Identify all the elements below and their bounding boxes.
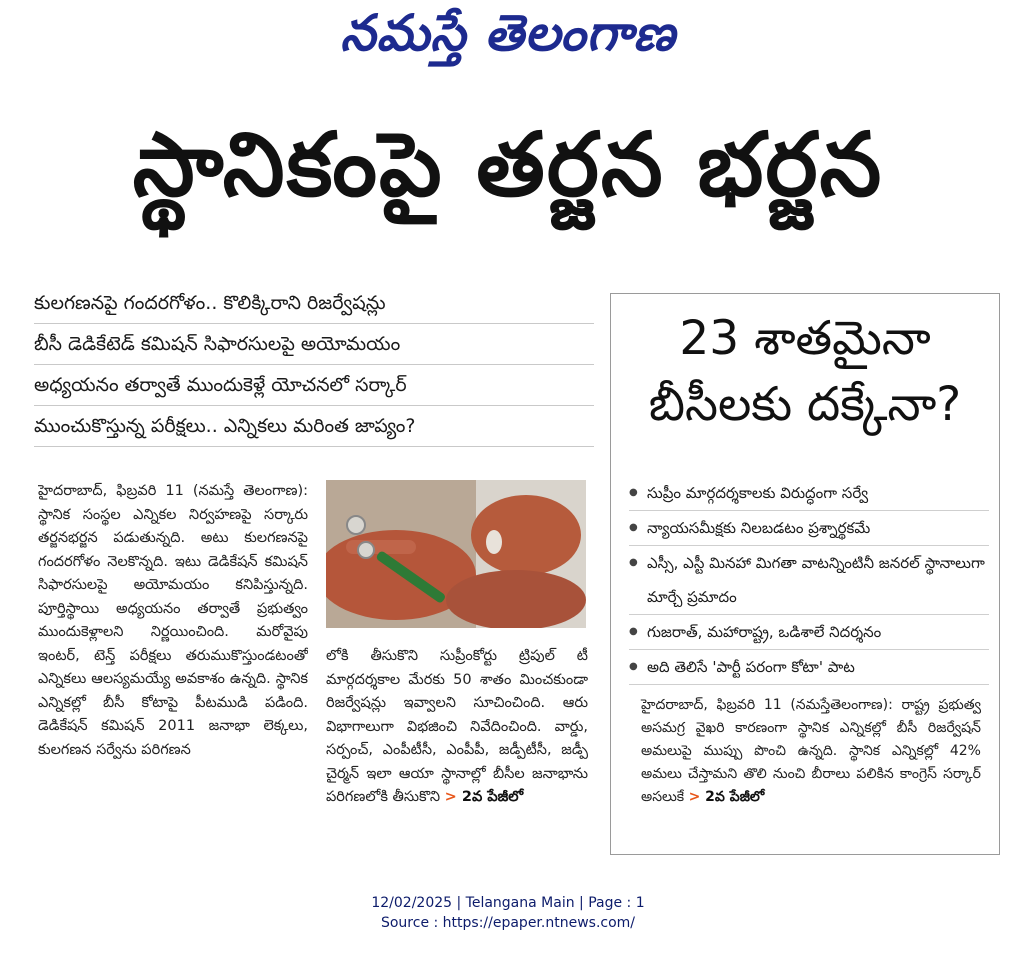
- bullet-item: ● అది తెలిసే 'పార్టీ పరంగా కోటా' పాట: [629, 650, 989, 685]
- subheadline: బీసీ డెడికేటెడ్ కమిషన్ సిఫారసులపై అయోమయం: [34, 324, 594, 365]
- bullet-item: ● సుప్రీం మార్గదర్శకాలకు విరుద్ధంగా సర్వే: [629, 476, 989, 511]
- continued-page-label: 2వ పేజీలో: [461, 789, 524, 805]
- sidebar-bullets: [629, 476, 989, 685]
- article-column-1: హైదరాబాద్, ఫిబ్రవరి 11 (నమస్తే తెలంగాణ): స్థానిక సంస్థల ఎన్నికల నిర్వహణపై సర్కారు తర్జనభర్జన పడుతున్నది. అటు కులగణనపై గందరగోళం నెలకొన్నది. ఇటు డెడికేషన్ కమిషన్ సిఫారసులపై అయోమయం కనిపిస్తున్నది. పూర్తిస్థాయి అధ్యయనం తర్వాతే ప్రభుత్వం ముందుకెళ్లాలని నిర్ణయించింది. మరోవైపు ఇంటర్, టెన్త్ పరీక్షలు తరుముకొస్తుండటంతో ఎన్నికలు ఆలస్యమయ్యే అవకాశం ఉన్నది. స్థానిక ఎన్నికల్లో బీసీ కోటాపై పీటముడి పడింది. డెడికేషన్ కమిషన్ 2011 జనాభా లెక్కలు, కులగణన సర్వేను పరిగణన: [38, 483, 308, 758]
- sidebar-title-line: బీసీలకు దక్కేనా?: [648, 377, 962, 432]
- continued-page-label: 2వ పేజీలో: [705, 789, 765, 805]
- bullet-item: ● న్యాయసమీక్షకు నిలబడటం ప్రశ్నార్థకమే: [629, 511, 989, 546]
- sidebar-box: [610, 293, 1000, 855]
- sidebar-body-text: హైదరాబాద్, ఫిబ్రవరి 11 (నమస్తేతెలంగాణ): రాష్ట్ర ప్రభుత్వ అసమగ్ర వైఖరి కారణంగా స్థానిక ఎన్నికల్లో బీసీ రిజర్వేషన్ అమలుపై ముప్పు పొంచి ఉన్నది. స్థానిక ఎన్నికల్లో 42% అమలు చేస్తామని తొలి నుంచి బీరాలు పలికిన కాంగ్రెస్ సర్కార్ అసలుకే: [641, 697, 981, 805]
- subheadline: అధ్యయనం తర్వాతే ముందుకెళ్లే యోచనలో సర్కార్: [34, 365, 594, 406]
- continued-page-link[interactable]: [445, 789, 524, 805]
- subheadline: కులగణనపై గందరగోళం.. కొలిక్కిరాని రిజర్వేషన్లు: [34, 283, 594, 324]
- arrow-icon: >: [444, 789, 457, 805]
- sidebar-title-line: 23 శాతమైనా: [679, 311, 931, 366]
- sidebar-body: [641, 694, 981, 809]
- subheadline: ముంచుకొస్తున్న పరీక్షలు.. ఎన్నికలు మరింత జాప్యం?: [34, 406, 594, 447]
- article-column-2: [326, 645, 588, 860]
- article-column-2-text: లోకి తీసుకొని సుప్రీంకోర్టు ట్రిపుల్ టీ మార్గదర్శకాల మేరకు 50 శాతం మించకుండా రిజర్వేషన్లు ఇవ్వాలని సూచించింది. ఆరు విభాగాలుగా విభజించి నివేదించింది. వార్డు, సర్పంచ్, ఎంపీటీసీ, ఎంపీపీ, జడ్పీటీసీ, జడ్పీ చైర్మన్ ఇలా ఆయా స్థానాల్లో బీసీల జనాభాను పరిగణలోకి తీసుకొని: [326, 648, 588, 805]
- footer-source[interactable]: Source : https://epaper.ntnews.com/: [380, 915, 636, 931]
- subheadlines: [34, 283, 594, 447]
- main-headline: [20, 100, 996, 230]
- newspaper-masthead: [0, 0, 1016, 84]
- bullet-item: ● ఎస్సీ, ఎస్టీ మినహా మిగతా వాటన్నింటినీ జనరల్ స్థానాలుగా మార్చే ప్రమాదం: [629, 546, 989, 615]
- masthead-title: నమస్తే తెలంగాణ: [340, 4, 676, 62]
- footer-date-edition: 12/02/2025 | Telangana Main | Page : 1: [371, 895, 645, 911]
- sidebar-title: [611, 306, 999, 438]
- bullet-item: ● గుజరాత్, మహారాష్ట్ర, ఒడిశాలే నిదర్శనం: [629, 615, 989, 650]
- voter-ink-photo: [326, 480, 586, 628]
- photo-illustration: [326, 480, 586, 628]
- headline-text: స్థానికంపై తర్జన భర్జన: [132, 113, 884, 216]
- continued-page-link[interactable]: [689, 789, 765, 805]
- page-footer: [0, 893, 1016, 933]
- arrow-icon: >: [688, 789, 701, 805]
